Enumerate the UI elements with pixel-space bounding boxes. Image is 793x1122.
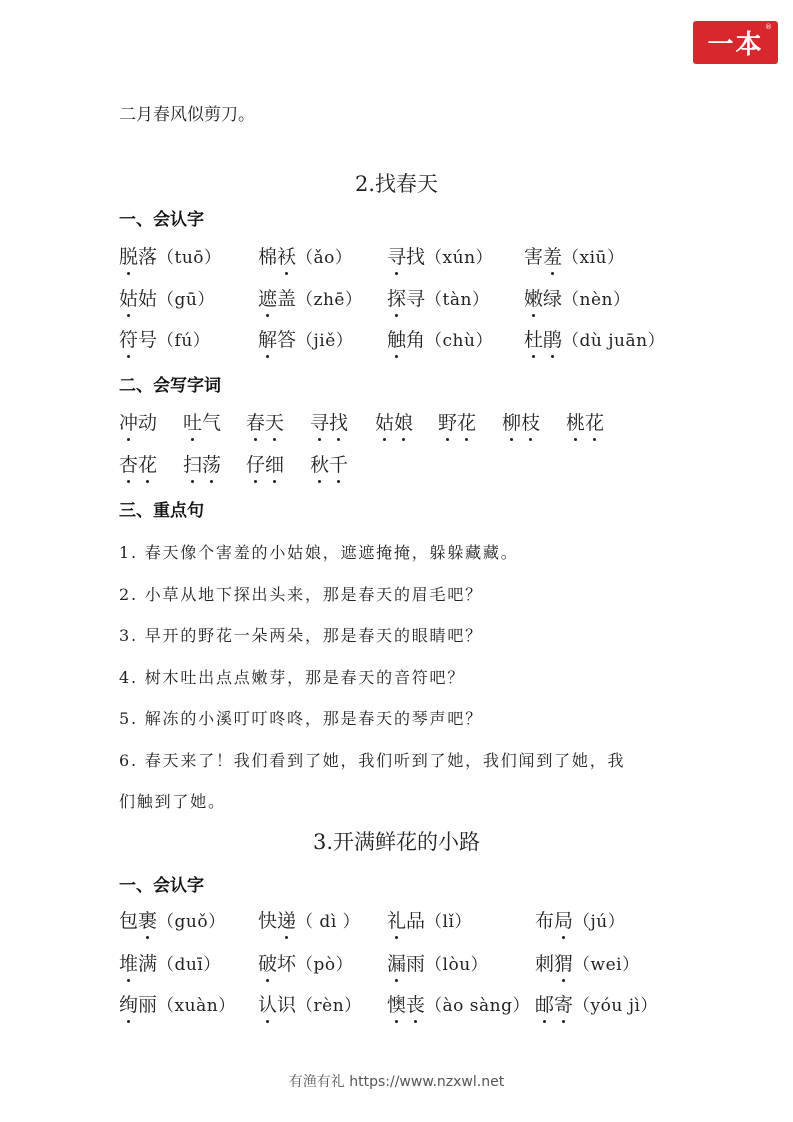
vocab-item — [119, 242, 222, 269]
vocab-item — [246, 450, 284, 477]
pinyin: （lǐ） — [425, 912, 472, 932]
hanzi-char: 绚 — [119, 990, 138, 1017]
hanzi-char: 野 — [438, 408, 457, 435]
hanzi-char: 害 — [524, 246, 544, 268]
lesson3-title: 3.开满鲜花的小路 — [312, 830, 481, 854]
vocab-item — [387, 906, 472, 933]
vocab-item — [258, 325, 353, 352]
vocab-item — [438, 408, 476, 435]
hanzi-char: 丽 — [138, 994, 158, 1016]
pinyin: （ào sàng） — [425, 996, 530, 1016]
pinyin: （tuō） — [157, 248, 222, 268]
hanzi-char: 寻 — [310, 408, 329, 435]
key-sentence: 4. 树木吐出点点嫩芽，那是春天的音符吧？ — [119, 668, 466, 687]
vocab-item — [387, 949, 488, 976]
pinyin: （zhē） — [296, 290, 363, 310]
vocab-item — [258, 242, 352, 269]
hanzi-char: 寻 — [387, 242, 406, 269]
pinyin: （yóu jì） — [573, 996, 658, 1016]
pinyin: （xún） — [425, 248, 494, 268]
pinyin: （pò） — [296, 955, 354, 975]
hanzi-char: 懊 — [387, 990, 406, 1017]
lesson2-section2-heading: 二、会写字词 — [119, 376, 221, 396]
vocab-item — [310, 408, 348, 435]
lesson2-section1-heading: 一、会认字 — [119, 210, 204, 230]
vocab-item — [119, 990, 236, 1017]
vocab-item — [535, 949, 640, 976]
pinyin: （ dì ） — [296, 912, 361, 932]
vocab-item — [524, 325, 665, 352]
hanzi-char: 嫩 — [524, 284, 543, 311]
vocab-item — [119, 284, 215, 311]
intro-line: 二月春风似剪刀。 — [119, 105, 255, 125]
hanzi-char: 递 — [277, 906, 296, 933]
key-sentence: 们触到了她。 — [119, 792, 226, 811]
hanzi-char: 坏 — [277, 953, 297, 975]
hanzi-char: 荡 — [202, 450, 221, 477]
hanzi-char: 杜 — [524, 325, 543, 352]
hanzi-char: 天 — [265, 408, 284, 435]
vocab-item — [310, 450, 348, 477]
hanzi-char: 快 — [258, 910, 278, 932]
vocab-item — [119, 906, 226, 933]
hanzi-char: 盖 — [277, 288, 297, 310]
key-sentence: 1. 春天像个害羞的小姑娘，遮遮掩掩，躲躲藏藏。 — [119, 543, 519, 562]
vocab-item — [183, 450, 221, 477]
vocab-item — [258, 990, 362, 1017]
hanzi-char: 花 — [585, 408, 604, 435]
hanzi-char: 刺 — [535, 953, 555, 975]
hanzi-char: 寻 — [406, 288, 426, 310]
hanzi-char: 识 — [277, 994, 297, 1016]
pinyin: （rèn） — [296, 996, 362, 1016]
hanzi-char: 娘 — [394, 408, 413, 435]
vocab-item — [258, 906, 360, 933]
hanzi-char: 符 — [119, 325, 138, 352]
key-sentence: 5. 解冻的小溪叮叮咚咚，那是春天的琴声吧？ — [119, 709, 483, 728]
vocab-item — [566, 408, 604, 435]
pinyin: （nèn） — [562, 290, 631, 310]
hanzi-char: 局 — [554, 906, 573, 933]
hanzi-char: 角 — [406, 329, 426, 351]
hanzi-char: 花 — [138, 450, 157, 477]
hanzi-char: 扫 — [183, 450, 202, 477]
hanzi-char: 品 — [406, 910, 426, 932]
pinyin: （guǒ） — [157, 912, 226, 932]
hanzi-char: 冲 — [119, 408, 138, 435]
pinyin: （lòu） — [425, 955, 489, 975]
hanzi-char: 动 — [138, 412, 158, 434]
vocab-item — [387, 325, 493, 352]
pinyin: （xiū） — [562, 248, 625, 268]
lesson2-section3-heading: 三、重点句 — [119, 501, 204, 521]
hanzi-char: 袄 — [277, 242, 296, 269]
hanzi-char: 找 — [329, 408, 348, 435]
vocab-item — [387, 990, 530, 1017]
pinyin: （gū） — [157, 290, 215, 310]
hanzi-char: 绿 — [543, 288, 563, 310]
vocab-item — [524, 242, 625, 269]
hanzi-char: 布 — [535, 910, 555, 932]
key-sentence: 3. 早开的野花一朵两朵，那是春天的眼睛吧？ — [119, 626, 483, 645]
pinyin: （tàn） — [425, 290, 490, 310]
hanzi-char: 春 — [246, 408, 265, 435]
vocab-item — [119, 325, 210, 352]
hanzi-char: 丧 — [406, 990, 425, 1017]
hanzi-char: 姑 — [119, 284, 138, 311]
hanzi-char: 仔 — [246, 450, 265, 477]
vocab-item — [258, 949, 353, 976]
hanzi-char: 满 — [138, 953, 158, 975]
hanzi-char: 棉 — [258, 246, 278, 268]
hanzi-char: 礼 — [387, 906, 406, 933]
hanzi-char: 气 — [202, 412, 222, 434]
vocab-item — [119, 949, 221, 976]
hanzi-char: 鹃 — [543, 325, 562, 352]
hanzi-char: 找 — [406, 246, 426, 268]
pinyin: （fú） — [157, 331, 211, 351]
hanzi-char: 探 — [387, 284, 406, 311]
hanzi-char: 千 — [329, 450, 348, 477]
hanzi-char: 花 — [457, 408, 476, 435]
vocab-item — [387, 242, 493, 269]
vocab-item — [119, 408, 157, 435]
brand-logo — [693, 21, 778, 64]
vocab-item — [387, 284, 489, 311]
pinyin: （chù） — [425, 331, 493, 351]
vocab-item — [246, 408, 284, 435]
hanzi-char: 雨 — [406, 953, 426, 975]
vocab-item — [535, 990, 658, 1017]
vocab-item — [535, 906, 625, 933]
vocab-item — [183, 408, 221, 435]
hanzi-char: 邮 — [535, 990, 554, 1017]
hanzi-char: 包 — [119, 910, 139, 932]
lesson3-section1-heading: 一、会认字 — [119, 876, 204, 896]
lesson2-title: 2.找春天 — [354, 172, 439, 196]
brand-logo-text: 一本 — [707, 30, 764, 60]
hanzi-char: 枝 — [521, 408, 540, 435]
hanzi-char: 触 — [387, 325, 406, 352]
hanzi-char: 遮 — [258, 284, 277, 311]
hanzi-char: 猬 — [554, 949, 573, 976]
hanzi-char: 寄 — [554, 990, 573, 1017]
vocab-item — [119, 450, 157, 477]
vocab-item — [258, 284, 363, 311]
hanzi-char: 桃 — [566, 408, 585, 435]
hanzi-char: 号 — [138, 329, 158, 351]
hanzi-char: 姑 — [375, 408, 394, 435]
hanzi-char: 杏 — [119, 450, 138, 477]
pinyin: （jú） — [573, 912, 626, 932]
hanzi-char: 认 — [258, 990, 277, 1017]
hanzi-char: 羞 — [543, 242, 562, 269]
hanzi-char: 解 — [258, 325, 277, 352]
footer-watermark: 有渔有礼 https://www.nzxwl.net — [288, 1074, 505, 1090]
key-sentence: 2. 小草从地下探出头来，那是春天的眉毛吧？ — [119, 585, 483, 604]
hanzi-char: 细 — [265, 450, 284, 477]
pinyin: （ǎo） — [296, 248, 353, 268]
hanzi-char: 落 — [138, 246, 158, 268]
pinyin: （wei） — [573, 955, 640, 975]
hanzi-char: 破 — [258, 949, 277, 976]
hanzi-char: 堆 — [119, 949, 138, 976]
vocab-item — [375, 408, 413, 435]
key-sentence: 6. 春天来了！我们看到了她，我们听到了她，我们闻到了她，我 — [119, 751, 626, 770]
hanzi-char: 漏 — [387, 949, 406, 976]
hanzi-char: 答 — [277, 329, 297, 351]
hanzi-char: 吐 — [183, 408, 202, 435]
hanzi-char: 秋 — [310, 450, 329, 477]
vocab-item — [502, 408, 540, 435]
pinyin: （jiě） — [296, 331, 354, 351]
hanzi-char: 脱 — [119, 242, 138, 269]
pinyin: （duī） — [157, 955, 221, 975]
hanzi-char: 姑 — [138, 288, 158, 310]
hanzi-char: 柳 — [502, 408, 521, 435]
registered-mark-icon: ® — [765, 23, 774, 31]
hanzi-char: 裹 — [138, 906, 157, 933]
vocab-item — [524, 284, 631, 311]
pinyin: （xuàn） — [157, 996, 236, 1016]
pinyin: （dù juān） — [562, 331, 666, 351]
